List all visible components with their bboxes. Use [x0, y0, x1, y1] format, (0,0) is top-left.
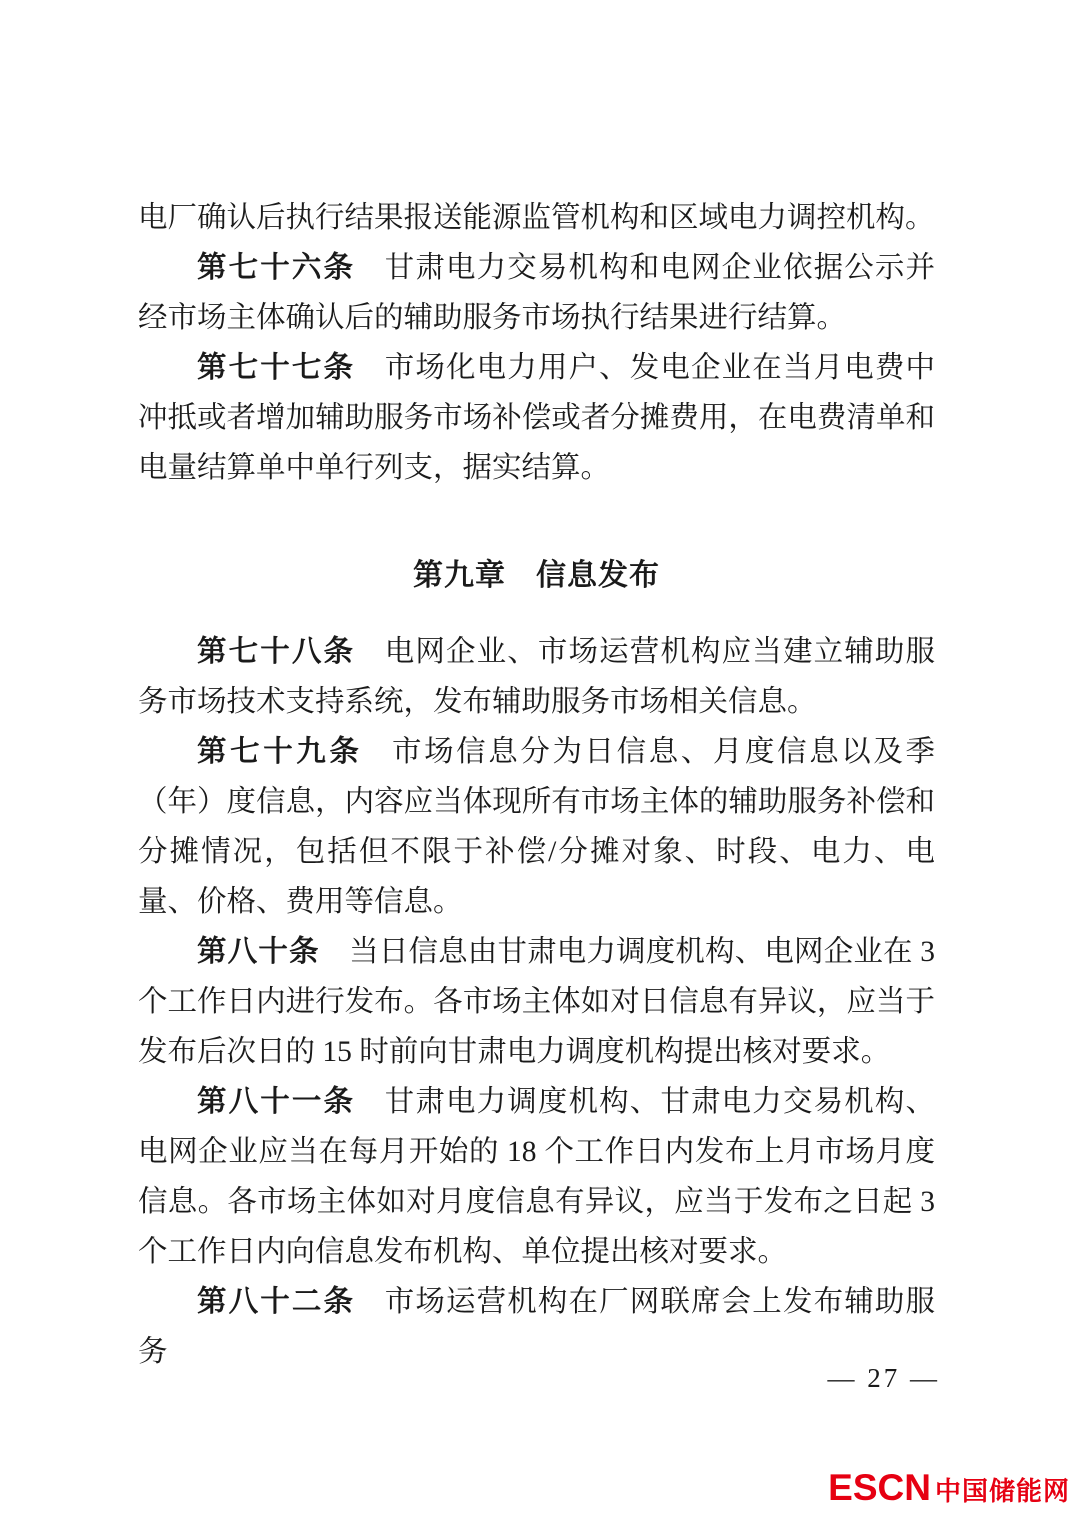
article-text: 市场信息分为日信息、月度信息以及季（年）度信息，内容应当体现所有市场主体的辅助服务补偿和分摊情况，包括但不限于补偿/分摊对象、时段、电力、电量、价格、费用等信息。: [138, 736, 935, 918]
article-text: 当日信息由甘肃电力调度机构、电网企业在 3 个工作日内进行发布。各市场主体如对日信息有异议，应当于发布后次日的 15 时前向甘肃电力调度机构提出核对要求。: [138, 936, 935, 1068]
logo-text-zh: 中国储能网: [934, 1476, 1070, 1506]
article-number: 第七十六条: [197, 251, 356, 284]
document-body: [138, 193, 935, 1377]
article-number: 第七十七条: [197, 351, 356, 384]
escn-watermark-logo: [828, 1469, 1070, 1506]
article-text: 电网企业、市场运营机构应当建立辅助服务市场技术支持系统，发布辅助服务市场相关信息。: [138, 636, 935, 718]
page-number: — 27 —: [827, 1363, 940, 1393]
chapter-number: 第九章: [413, 559, 506, 592]
chapter-title: 信息发布: [536, 559, 660, 592]
paragraph-article-76: [138, 243, 935, 343]
article-number: 第八十一条: [197, 1085, 356, 1118]
article-number: 第七十八条: [197, 635, 356, 668]
paragraph-continuation: [138, 193, 935, 243]
paragraph-article-78: [138, 627, 935, 727]
article-text: 市场运营机构在厂网联席会上发布辅助服务: [138, 1286, 935, 1368]
article-number: 第八十条: [197, 935, 320, 968]
paragraph-article-79: [138, 727, 935, 927]
paragraph-article-82: [138, 1277, 935, 1377]
article-text: 甘肃电力交易机构和电网企业依据公示并经市场主体确认后的辅助服务市场执行结果进行结算。: [138, 252, 935, 334]
chapter-heading: [138, 551, 935, 601]
article-number: 第八十二条: [197, 1285, 356, 1318]
paragraph-text: 电厂确认后执行结果报送能源监管机构和区域电力调控机构。: [138, 202, 935, 234]
article-number: 第七十九条: [197, 735, 363, 768]
paragraph-article-80: [138, 927, 935, 1077]
article-text: 甘肃电力调度机构、甘肃电力交易机构、电网企业应当在每月开始的 18 个工作日内发布上月市场月度信息。各市场主体如对月度信息有异议，应当于发布之日起 3 个工作日内向信息发布机构、单位提出核对要求。: [138, 1086, 935, 1268]
paragraph-article-81: [138, 1077, 935, 1277]
paragraph-article-77: [138, 343, 935, 493]
logo-text-en: ESCN: [828, 1467, 931, 1508]
article-text: 市场化电力用户、发电企业在当月电费中冲抵或者增加辅助服务市场补偿或者分摊费用，在电费清单和电量结算单中单行列支，据实结算。: [138, 352, 935, 484]
